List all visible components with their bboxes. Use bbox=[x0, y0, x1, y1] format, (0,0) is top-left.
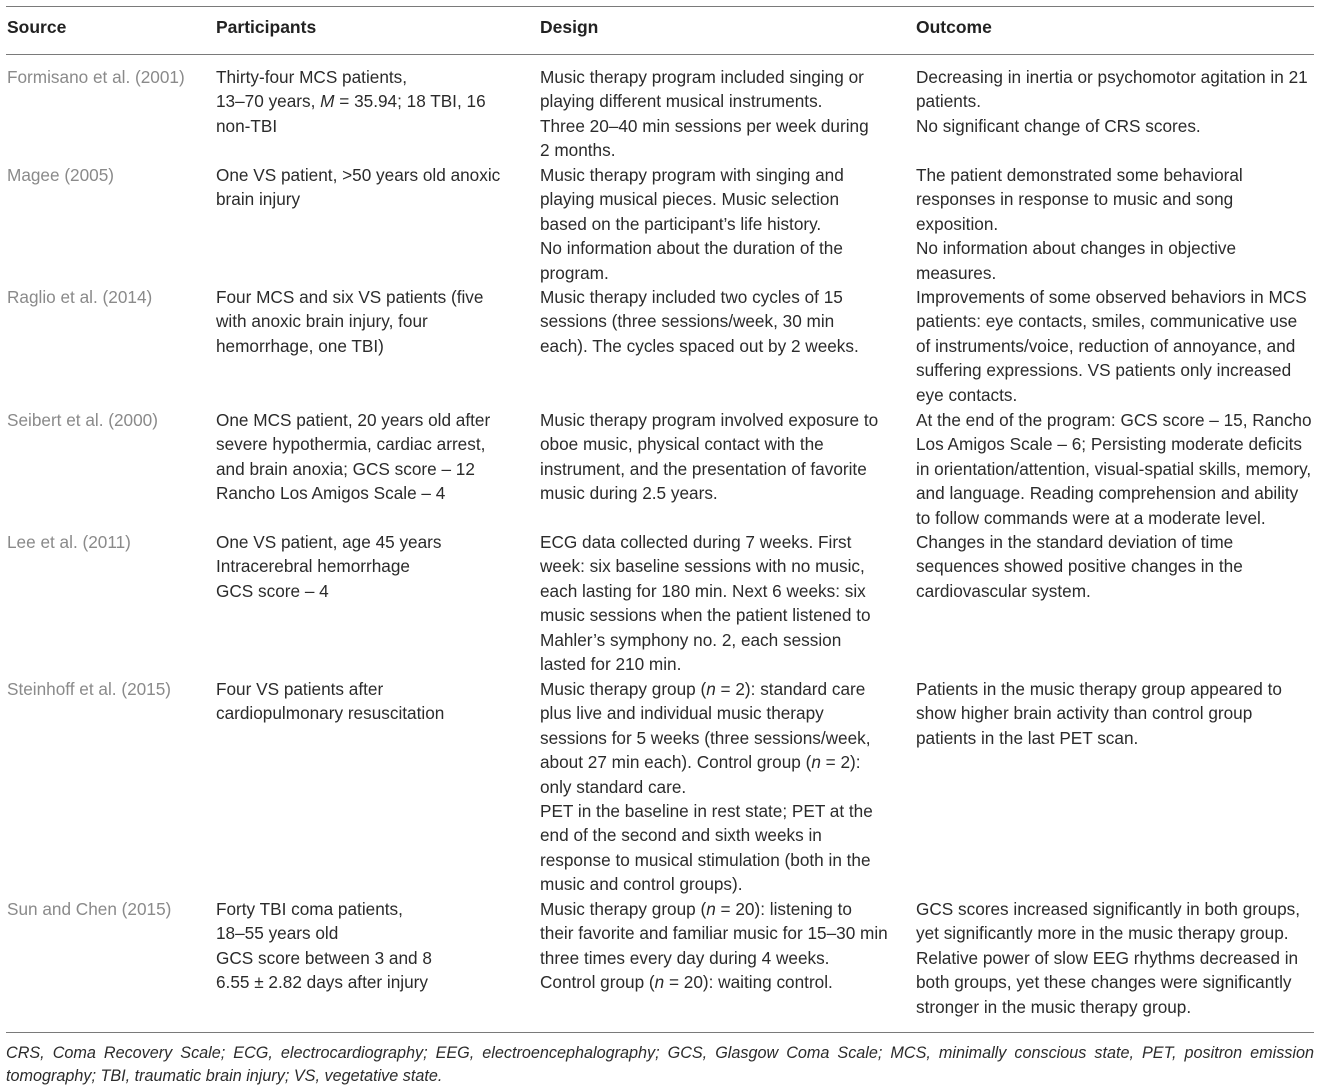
outcome-line: Decreasing in inertia or psychomotor agitation in 21 bbox=[916, 67, 1308, 87]
participants-line: 13–70 years, M = 35.94; 18 TBI, 16 bbox=[216, 91, 486, 112]
cell-participants bbox=[216, 65, 516, 138]
participants-line: One MCS patient, 20 years old after bbox=[216, 410, 491, 430]
participants-line: Intracerebral hemorrhage bbox=[216, 556, 410, 577]
cell-design bbox=[540, 677, 900, 897]
outcome-line: exposition. bbox=[916, 213, 999, 234]
outcome-line: Changes in the standard deviation of time bbox=[916, 532, 1234, 552]
outcome-line: in orientation/attention, visual-spatial skills, memory, bbox=[916, 458, 1312, 479]
participants-line: One VS patient, >50 years old anoxic bbox=[216, 165, 501, 185]
outcome-line: No significant change of CRS scores. bbox=[916, 115, 1201, 136]
header-design: Design bbox=[540, 17, 599, 37]
cell-source: Steinhoff et al. (2015) bbox=[7, 679, 172, 699]
outcome-line: measures. bbox=[916, 262, 997, 283]
header-source: Source bbox=[7, 17, 67, 37]
outcome-line: show higher brain activity than control group bbox=[916, 703, 1253, 724]
design-line: response to musical stimulation (both in the bbox=[540, 849, 871, 870]
outcome-line: stronger in the music therapy group. bbox=[916, 996, 1192, 1017]
design-line: Music therapy program involved exposure to bbox=[540, 410, 879, 430]
cell-outcome bbox=[916, 163, 1318, 285]
outcome-line: suffering expressions. VS patients only increased bbox=[916, 360, 1292, 381]
design-line: Mahler’s symphony no. 2, each session bbox=[540, 629, 842, 650]
cell-participants bbox=[216, 530, 516, 603]
cell-participants bbox=[216, 897, 516, 995]
design-line: music and control groups). bbox=[540, 874, 743, 895]
outcome-line: Relative power of slow EEG rhythms decreased in bbox=[916, 947, 1299, 968]
design-line: Control group (n = 20): waiting control. bbox=[540, 972, 833, 993]
design-line: PET in the baseline in rest state; PET at the bbox=[540, 801, 873, 822]
design-line: each). The cycles spaced out by 2 weeks. bbox=[540, 335, 859, 356]
outcome-line: cardiovascular system. bbox=[916, 580, 1091, 601]
participants-line: Thirty-four MCS patients, bbox=[216, 67, 408, 87]
design-line: program. bbox=[540, 262, 609, 283]
participants-line: GCS score between 3 and 8 bbox=[216, 947, 432, 968]
outcome-line: Improvements of some observed behaviors in MCS bbox=[916, 287, 1307, 307]
outcome-line: At the end of the program: GCS score – 15, Rancho bbox=[916, 410, 1312, 430]
design-line: instrument, and the presentation of favorite bbox=[540, 458, 867, 479]
table-bottom-rule bbox=[6, 1032, 1314, 1033]
design-line: week: six baseline sessions with no music, bbox=[540, 556, 865, 577]
participants-line: brain injury bbox=[216, 189, 301, 210]
outcome-line: Patients in the music therapy group appeared to bbox=[916, 679, 1282, 699]
outcome-line: sequences showed positive changes in the bbox=[916, 556, 1243, 577]
cell-design bbox=[540, 163, 900, 285]
outcome-line: and language. Reading comprehension and ability bbox=[916, 483, 1299, 504]
cell-participants bbox=[216, 285, 516, 358]
participants-line: One VS patient, age 45 years bbox=[216, 532, 442, 552]
table-header-rule bbox=[6, 54, 1314, 55]
design-line: music during 2.5 years. bbox=[540, 483, 718, 504]
outcome-line: patients: eye contacts, smiles, communicative use bbox=[916, 311, 1298, 332]
cell-participants bbox=[216, 163, 516, 212]
design-line: plus live and individual music therapy bbox=[540, 703, 824, 724]
cell-participants bbox=[216, 408, 516, 506]
design-line: playing different musical instruments. bbox=[540, 91, 823, 112]
design-line: Music therapy program with singing and bbox=[540, 165, 844, 185]
participants-line: 6.55 ± 2.82 days after injury bbox=[216, 972, 428, 993]
participants-line: severe hypothermia, cardiac arrest, bbox=[216, 434, 486, 455]
cell-design bbox=[540, 285, 900, 358]
participants-line: Rancho Los Amigos Scale – 4 bbox=[216, 483, 446, 504]
cell-source: Seibert et al. (2000) bbox=[7, 410, 158, 430]
outcome-line: to follow commands were at a moderate level. bbox=[916, 507, 1266, 528]
outcome-line: eye contacts. bbox=[916, 384, 1018, 405]
cell-outcome bbox=[916, 65, 1318, 138]
participants-line: GCS score – 4 bbox=[216, 580, 329, 601]
outcome-line: GCS scores increased significantly in both groups, bbox=[916, 899, 1301, 919]
table-footnote bbox=[6, 1042, 1314, 1087]
design-line: only standard care. bbox=[540, 776, 687, 797]
design-line: sessions (three sessions/week, 30 min bbox=[540, 311, 835, 332]
cell-source: Raglio et al. (2014) bbox=[7, 287, 153, 307]
cell-design bbox=[540, 408, 900, 506]
cell-source: Magee (2005) bbox=[7, 165, 115, 185]
design-line: three times every day during 4 weeks. bbox=[540, 947, 830, 968]
design-line: Music therapy group (n = 2): standard care bbox=[540, 679, 866, 699]
participants-line: cardiopulmonary resuscitation bbox=[216, 703, 445, 724]
participants-line: Forty TBI coma patients, bbox=[216, 899, 403, 919]
outcome-line: responses in response to music and song bbox=[916, 189, 1234, 210]
design-line: end of the second and sixth weeks in bbox=[540, 825, 822, 846]
outcome-line: patients. bbox=[916, 91, 981, 112]
cell-outcome bbox=[916, 677, 1318, 750]
cell-design bbox=[540, 897, 900, 995]
design-line: each lasting for 180 min. Next 6 weeks: six bbox=[540, 580, 866, 601]
cell-outcome bbox=[916, 897, 1318, 1019]
table-top-rule bbox=[6, 6, 1314, 7]
cell-outcome bbox=[916, 530, 1318, 603]
cell-design bbox=[540, 65, 900, 163]
design-line: music sessions when the patient listened to bbox=[540, 605, 871, 626]
design-line: based on the participant’s life history. bbox=[540, 213, 822, 234]
participants-line: non-TBI bbox=[216, 115, 278, 136]
participants-line: Four MCS and six VS patients (five bbox=[216, 287, 484, 307]
header-outcome: Outcome bbox=[916, 17, 992, 37]
outcome-line: of instruments/voice, reduction of annoyance, and bbox=[916, 335, 1296, 356]
design-line: No information about the duration of the bbox=[540, 238, 843, 259]
design-line: 2 months. bbox=[540, 140, 616, 161]
cell-design bbox=[540, 530, 900, 676]
cell-source: Sun and Chen (2015) bbox=[7, 899, 172, 919]
design-line: Three 20–40 min sessions per week during bbox=[540, 115, 869, 136]
cell-outcome bbox=[916, 285, 1318, 407]
cell-participants bbox=[216, 677, 516, 726]
design-line: Music therapy program included singing or bbox=[540, 67, 864, 87]
design-line: Music therapy included two cycles of 15 bbox=[540, 287, 843, 307]
cell-source: Formisano et al. (2001) bbox=[7, 67, 185, 87]
participants-line: and brain anoxia; GCS score – 12 bbox=[216, 458, 475, 479]
outcome-line: The patient demonstrated some behavioral bbox=[916, 165, 1243, 185]
design-line: their favorite and familiar music for 15–30 min bbox=[540, 923, 888, 944]
outcome-line: Los Amigos Scale – 6; Persisting moderate deficits bbox=[916, 434, 1302, 455]
cell-source: Lee et al. (2011) bbox=[7, 532, 131, 552]
header-participants: Participants bbox=[216, 17, 317, 37]
outcome-line: No information about changes in objective bbox=[916, 238, 1237, 259]
participants-line: hemorrhage, one TBI) bbox=[216, 335, 384, 356]
outcome-line: yet significantly more in the music therapy group. bbox=[916, 923, 1289, 944]
outcome-line: both groups, yet these changes were significantly bbox=[916, 972, 1292, 993]
participants-line: Four VS patients after bbox=[216, 679, 384, 699]
design-line: Music therapy group (n = 20): listening to bbox=[540, 899, 852, 919]
design-line: ECG data collected during 7 weeks. First bbox=[540, 532, 852, 552]
participants-line: 18–55 years old bbox=[216, 923, 339, 944]
design-line: playing musical pieces. Music selection bbox=[540, 189, 840, 210]
design-line: sessions for 5 weeks (three sessions/week, bbox=[540, 727, 871, 748]
outcome-line: patients in the last PET scan. bbox=[916, 727, 1139, 748]
design-line: lasted for 210 min. bbox=[540, 654, 682, 675]
footnote-line: CRS, Coma Recovery Scale; ECG, electrocardiography; EEG, electroencephalography; GCS, Glasgow Coma Scale; MCS, minimally conscious state, PET, positron emission bbox=[6, 1044, 1314, 1062]
footnote-line: tomography; TBI, traumatic brain injury; VS, vegetative state. bbox=[6, 1066, 443, 1085]
design-line: oboe music, physical contact with the bbox=[540, 434, 824, 455]
design-line: about 27 min each). Control group (n = 2): bbox=[540, 752, 861, 773]
cell-outcome bbox=[916, 408, 1318, 530]
participants-line: with anoxic brain injury, four bbox=[216, 311, 428, 332]
